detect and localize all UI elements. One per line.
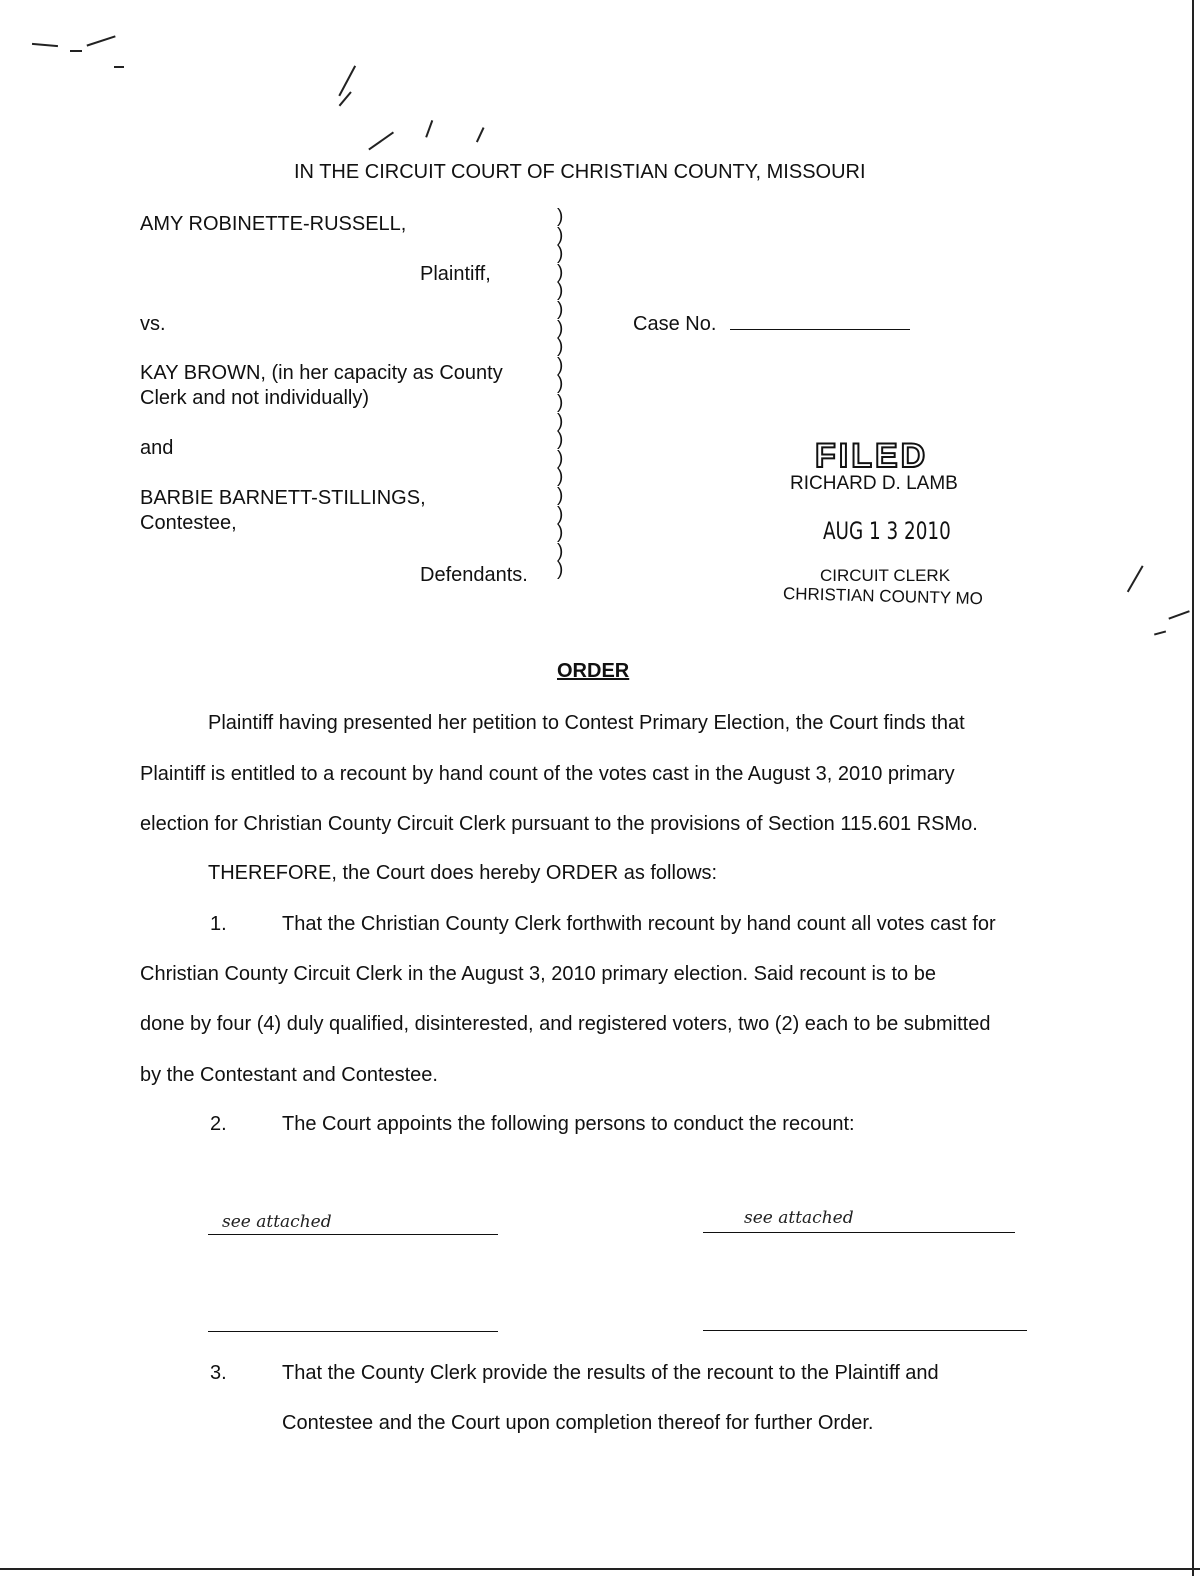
- defendant2-role: Contestee,: [140, 512, 237, 534]
- case-number-label: Case No.: [633, 313, 717, 335]
- scan-mark: [114, 66, 124, 68]
- filed-stamp-clerk-name: RICHARD D. LAMB: [790, 473, 958, 494]
- appointee-line-4: [703, 1330, 1027, 1331]
- item2-text: The Court appoints the following persons to conduct the recount:: [282, 1113, 855, 1135]
- court-title: IN THE CIRCUIT COURT OF CHRISTIAN COUNTY, MISSOURI: [294, 161, 866, 183]
- scan-mark: [338, 65, 355, 96]
- filed-stamp-title: FILED: [815, 437, 929, 475]
- handwritten-see-attached-right: see attached: [744, 1208, 854, 1228]
- item3-line1: That the County Clerk provide the results of the recount to the Plaintiff and: [282, 1362, 939, 1384]
- filed-stamp-county: CHRISTIAN COUNTY MO: [782, 584, 984, 609]
- order-heading: ORDER: [557, 660, 630, 682]
- item1-line1: That the Christian County Clerk forthwith recount by hand count all votes cast for: [282, 913, 996, 935]
- caption-parenthesis-column: ) ) ) ) ) ) ) ) ) ) ) ) ) ) ) ) ) ) ) ): [557, 206, 564, 581]
- filed-stamp-office: CIRCUIT CLERK: [820, 566, 951, 585]
- scan-mark: [425, 120, 433, 137]
- defendant1-line2: Clerk and not individually): [140, 387, 370, 409]
- case-number-blank: [730, 329, 910, 330]
- plaintiff-name: AMY ROBINETTE-RUSSELL,: [140, 213, 407, 235]
- scan-mark: [70, 50, 82, 52]
- order-para1-line1: Plaintiff having presented her petition to Contest Primary Election, the Court finds that: [208, 712, 965, 734]
- item3-line2: Contestee and the Court upon completion thereof for further Order.: [282, 1412, 874, 1434]
- item1-number: 1.: [210, 913, 227, 935]
- and-label: and: [140, 437, 174, 459]
- defendants-role: Defendants.: [420, 564, 528, 586]
- scan-mark: [87, 35, 116, 46]
- item1-line2: Christian County Circuit Clerk in the August 3, 2010 primary election. Said recount is to be: [140, 963, 936, 985]
- appointee-line-1: [208, 1234, 498, 1235]
- filed-stamp-date: AUG 1 3 2010: [823, 517, 951, 545]
- scan-mark: [32, 43, 58, 47]
- page-edge-bottom: [0, 1568, 1200, 1570]
- handwritten-see-attached-left: see attached: [222, 1212, 332, 1232]
- page-edge-right: [1192, 0, 1194, 1576]
- versus-label: vs.: [140, 313, 166, 335]
- item2-number: 2.: [210, 1113, 227, 1135]
- scan-mark: [368, 132, 393, 150]
- defendant1-line1: KAY BROWN, (in her capacity as County: [140, 362, 503, 384]
- plaintiff-role: Plaintiff,: [420, 263, 491, 285]
- item3-number: 3.: [210, 1362, 227, 1384]
- defendant2-name: BARBIE BARNETT-STILLINGS,: [140, 487, 426, 509]
- scan-mark: [1168, 610, 1189, 619]
- appointee-line-3: [208, 1331, 498, 1332]
- scan-mark: [1127, 565, 1143, 592]
- order-para1-line3: election for Christian County Circuit Clerk pursuant to the provisions of Section 115.601 RSMo.: [140, 813, 978, 835]
- item1-line3: done by four (4) duly qualified, disinterested, and registered voters, two (2) each to be submitted: [140, 1013, 991, 1035]
- item1-line4: by the Contestant and Contestee.: [140, 1064, 438, 1086]
- order-therefore: THEREFORE, the Court does hereby ORDER as follows:: [208, 862, 718, 884]
- scan-mark: [1154, 630, 1166, 635]
- appointee-line-2: [703, 1232, 1015, 1233]
- scan-mark: [476, 127, 484, 142]
- order-para1-line2: Plaintiff is entitled to a recount by hand count of the votes cast in the August 3, 2010 primary: [140, 763, 955, 785]
